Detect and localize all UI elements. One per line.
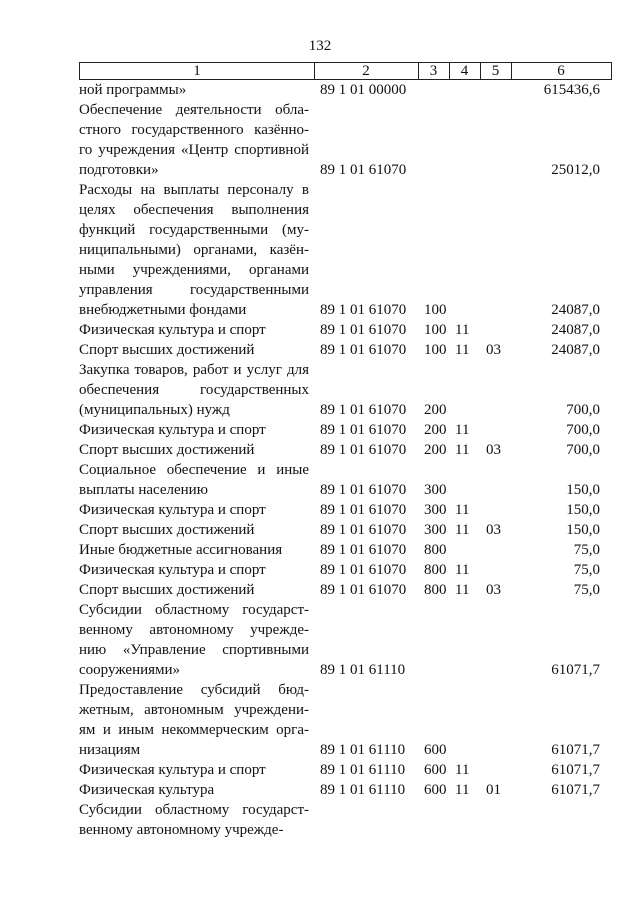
expense-type: 100 xyxy=(424,342,447,358)
expense-type xyxy=(424,660,448,680)
table-row xyxy=(0,540,640,560)
target-code: 89 1 01 61110 xyxy=(320,762,406,778)
table-body xyxy=(0,80,640,840)
expense-type: 800 xyxy=(424,582,447,598)
amount: 24087,0 xyxy=(551,302,600,318)
expense-type: 800 xyxy=(424,542,447,558)
table-header xyxy=(79,62,612,80)
description-line: Спорт высших достижений xyxy=(79,442,255,458)
target-code: 89 1 01 61070 xyxy=(320,422,407,438)
amount: 75,0 xyxy=(573,542,600,558)
row-description xyxy=(79,560,309,580)
target-code: 89 1 01 61070 xyxy=(320,542,407,558)
target-code: 89 1 01 61070 xyxy=(320,342,407,358)
row-description xyxy=(79,440,309,460)
expense-type xyxy=(424,820,448,840)
target-code: 89 1 01 61070 xyxy=(320,162,407,178)
amount: 700,0 xyxy=(566,402,600,418)
amount: 61071,7 xyxy=(551,782,600,798)
table-row xyxy=(0,420,640,440)
description-line: стного государственного казённо- xyxy=(79,122,309,138)
section-code: 11 xyxy=(455,762,470,778)
amount: 75,0 xyxy=(573,582,600,598)
amount: 150,0 xyxy=(566,482,600,498)
description-line: венному автономному учрежде- xyxy=(79,622,309,638)
table-row xyxy=(0,780,640,800)
expense-type: 300 xyxy=(424,502,447,518)
subsection-code xyxy=(486,160,506,180)
table-row xyxy=(0,320,640,340)
table-row xyxy=(0,680,640,760)
description-line: ными учреждениями, органами xyxy=(79,262,309,278)
subsection-code xyxy=(486,500,506,520)
table-row xyxy=(0,500,640,520)
amount: 700,0 xyxy=(566,422,600,438)
description-line: Физическая культура и спорт xyxy=(79,762,266,778)
subsection-code xyxy=(486,560,506,580)
section-code: 11 xyxy=(455,422,470,438)
description-line: Обеспечение деятельности обла- xyxy=(79,102,309,118)
header-col-1: 1 xyxy=(193,63,201,79)
description-line: (муниципальных) нужд xyxy=(79,402,230,418)
row-description xyxy=(79,360,309,420)
row-description xyxy=(79,320,309,340)
table-row xyxy=(0,440,640,460)
table-row xyxy=(0,600,640,680)
section-code: 11 xyxy=(455,782,470,798)
target-code: 89 1 01 00000 xyxy=(320,82,407,98)
table-row xyxy=(0,560,640,580)
target-code: 89 1 01 61070 xyxy=(320,322,407,338)
section-code: 11 xyxy=(455,522,470,538)
table-row xyxy=(0,580,640,600)
section-code: 11 xyxy=(455,582,470,598)
description-line: управления государственными xyxy=(79,282,309,298)
description-line: Физическая культура и спорт xyxy=(79,422,266,438)
row-description xyxy=(79,500,309,520)
description-line: нию «Управление спортивными xyxy=(79,642,309,658)
row-description xyxy=(79,520,309,540)
description-line: Закупка товаров, работ и услуг для xyxy=(79,362,309,378)
section-code: 11 xyxy=(455,322,470,338)
table-row xyxy=(0,800,640,840)
target-code: 89 1 01 61070 xyxy=(320,442,407,458)
subsection-code xyxy=(486,80,506,100)
expense-type: 800 xyxy=(424,562,447,578)
table-row xyxy=(0,360,640,420)
header-col-3: 3 xyxy=(429,63,438,79)
amount: 150,0 xyxy=(566,502,600,518)
description-line: подготовки» xyxy=(79,162,159,178)
row-description xyxy=(79,580,309,600)
page-number: 132 xyxy=(308,38,332,54)
row-description xyxy=(79,80,309,100)
amount: 700,0 xyxy=(566,442,600,458)
description-line: Физическая культура и спорт xyxy=(79,322,266,338)
table-row xyxy=(0,80,640,100)
description-line: Социальное обеспечение и иные xyxy=(79,462,309,478)
subsection-code xyxy=(486,420,506,440)
section-code: 11 xyxy=(455,442,470,458)
target-code: 89 1 01 61070 xyxy=(320,482,407,498)
amount: 615436,6 xyxy=(543,82,600,98)
target-code: 89 1 01 61070 xyxy=(320,522,407,538)
section-code xyxy=(455,540,475,560)
table-row xyxy=(0,100,640,180)
subsection-code: 01 xyxy=(486,782,501,798)
subsection-code xyxy=(486,820,506,840)
amount: 24087,0 xyxy=(551,322,600,338)
expense-type: 600 xyxy=(424,782,447,798)
section-code: 11 xyxy=(455,342,470,358)
description-line: низациям xyxy=(79,742,141,758)
subsection-code xyxy=(486,540,506,560)
description-line: Физическая культура и спорт xyxy=(79,562,266,578)
header-col-4: 4 xyxy=(460,63,469,79)
description-line: выплаты населению xyxy=(79,482,208,498)
section-code xyxy=(455,160,475,180)
description-line: ям и иным некоммерческим орга- xyxy=(79,722,309,738)
amount: 61071,7 xyxy=(551,762,600,778)
row-description xyxy=(79,760,309,780)
amount: 25012,0 xyxy=(551,162,600,178)
row-description xyxy=(79,100,309,180)
header-col-6: 6 xyxy=(557,63,565,79)
description-line: Субсидии областному государст- xyxy=(79,602,309,618)
table-row xyxy=(0,520,640,540)
description-line: Субсидии областному государст- xyxy=(79,802,309,818)
row-description xyxy=(79,460,309,500)
expense-type: 100 xyxy=(424,302,447,318)
description-line: целях обеспечения выполнения xyxy=(79,202,309,218)
section-code xyxy=(455,660,475,680)
expense-type: 600 xyxy=(424,762,447,778)
description-line: Спорт высших достижений xyxy=(79,342,255,358)
expense-type: 200 xyxy=(424,422,447,438)
header-col-5: 5 xyxy=(491,63,500,79)
table-row xyxy=(0,180,640,320)
subsection-code xyxy=(486,480,506,500)
section-code xyxy=(455,400,475,420)
section-code: 11 xyxy=(455,502,470,518)
subsection-code xyxy=(486,740,506,760)
row-description xyxy=(79,600,309,680)
expense-type: 200 xyxy=(424,402,447,418)
target-code: 89 1 01 61110 xyxy=(320,742,406,758)
section-code xyxy=(455,300,475,320)
header-col-2: 2 xyxy=(362,63,370,79)
row-description xyxy=(79,340,309,360)
subsection-code xyxy=(486,320,506,340)
description-line: ной программы» xyxy=(79,82,187,98)
description-line: венному автономному учрежде- xyxy=(79,822,284,838)
subsection-code xyxy=(486,300,506,320)
row-description xyxy=(79,780,309,800)
description-line: ниципальными) органами, казён- xyxy=(79,242,309,258)
expense-type: 300 xyxy=(424,522,447,538)
description-line: Расходы на выплаты персоналу в xyxy=(79,182,309,198)
row-description xyxy=(79,800,309,840)
amount: 61071,7 xyxy=(551,662,600,678)
description-line: Иные бюджетные ассигнования xyxy=(79,542,283,558)
description-line: го учреждения «Центр спортивной xyxy=(79,142,309,158)
description-line: Предоставление субсидий бюд- xyxy=(79,682,309,698)
amount: 61071,7 xyxy=(551,742,600,758)
description-line: сооружениями» xyxy=(79,662,181,678)
description-line: Физическая культура xyxy=(79,782,215,798)
target-code: 89 1 01 61070 xyxy=(320,402,407,418)
amount: 75,0 xyxy=(573,562,600,578)
subsection-code xyxy=(486,760,506,780)
expense-type xyxy=(424,160,448,180)
table-row xyxy=(0,460,640,500)
expense-type: 600 xyxy=(424,742,447,758)
section-code xyxy=(455,80,475,100)
subsection-code: 03 xyxy=(486,442,501,458)
row-description xyxy=(79,420,309,440)
subsection-code xyxy=(486,660,506,680)
row-description xyxy=(79,180,309,320)
section-code xyxy=(455,480,475,500)
amount: 24087,0 xyxy=(551,342,600,358)
description-line: жетным, автономным учреждени- xyxy=(79,702,309,718)
description-line: функций государственными (му- xyxy=(79,222,309,238)
subsection-code: 03 xyxy=(486,342,501,358)
amount: 150,0 xyxy=(566,522,600,538)
target-code: 89 1 01 61110 xyxy=(320,662,406,678)
description-line: Спорт высших достижений xyxy=(79,582,255,598)
target-code: 89 1 01 61070 xyxy=(320,502,407,518)
row-description xyxy=(79,680,309,760)
subsection-code: 03 xyxy=(486,522,501,538)
row-description xyxy=(79,540,309,560)
table-row xyxy=(0,760,640,780)
expense-type xyxy=(424,80,448,100)
description-line: внебюджетными фондами xyxy=(79,302,247,318)
target-code: 89 1 01 61070 xyxy=(320,582,407,598)
target-code: 89 1 01 61110 xyxy=(320,782,406,798)
description-line: Физическая культура и спорт xyxy=(79,502,266,518)
expense-type: 100 xyxy=(424,322,447,338)
subsection-code: 03 xyxy=(486,582,501,598)
section-code xyxy=(455,820,475,840)
expense-type: 200 xyxy=(424,442,447,458)
description-line: Спорт высших достижений xyxy=(79,522,255,538)
table-row xyxy=(0,340,640,360)
section-code: 11 xyxy=(455,562,470,578)
subsection-code xyxy=(486,400,506,420)
section-code xyxy=(455,740,475,760)
expense-type: 300 xyxy=(424,482,447,498)
target-code: 89 1 01 61070 xyxy=(320,562,407,578)
target-code: 89 1 01 61070 xyxy=(320,302,407,318)
description-line: обеспечения государственных xyxy=(79,382,309,398)
